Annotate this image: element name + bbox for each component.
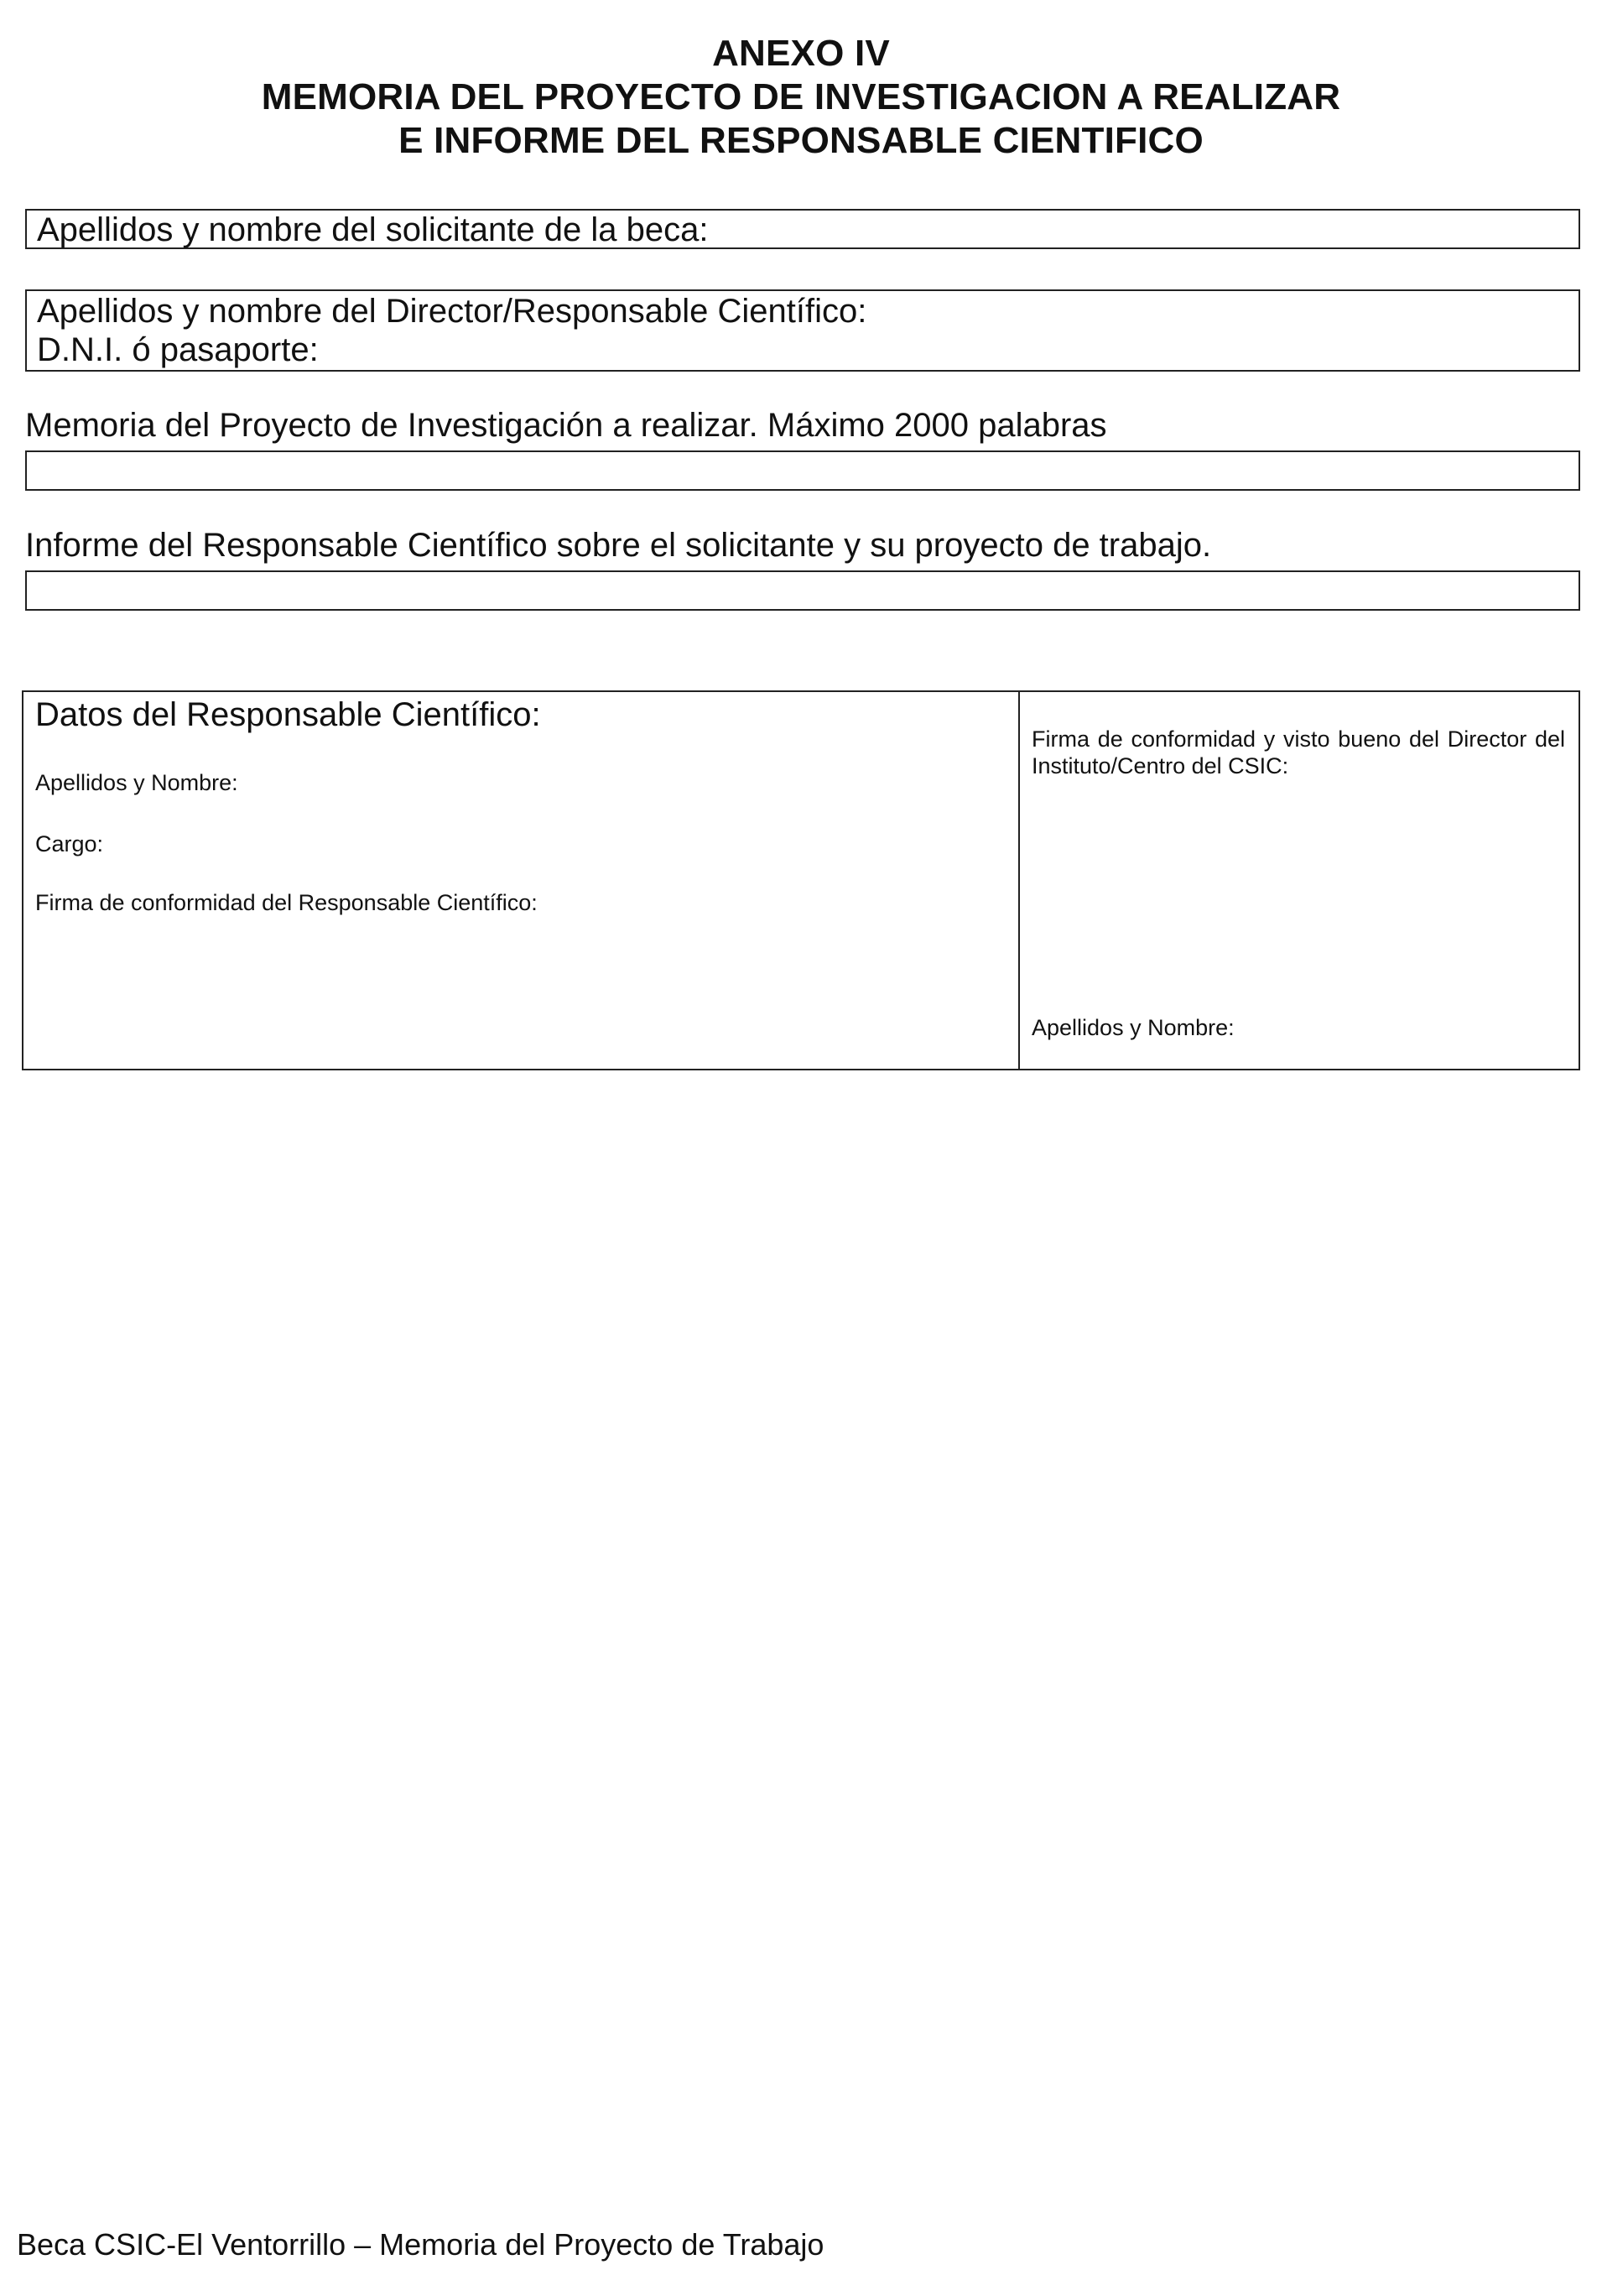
- informe-label: Informe del Responsable Científico sobre el solicitante y su proyecto de trabajo.: [25, 527, 1212, 564]
- responsable-name-label: Apellidos y Nombre:: [35, 770, 238, 795]
- director-name-label: Apellidos y nombre del Director/Responsable Científico:: [37, 293, 867, 330]
- informe-field[interactable]: [25, 570, 1580, 611]
- director-info-field[interactable]: [25, 289, 1580, 372]
- memoria-field[interactable]: [25, 450, 1580, 491]
- title-annex: ANEXO IV: [712, 33, 890, 74]
- director-name-label: Apellidos y Nombre:: [1032, 1015, 1235, 1040]
- title-memoria: MEMORIA DEL PROYECTO DE INVESTIGACION A REALIZAR: [261, 76, 1341, 117]
- title-informe: E INFORME DEL RESPONSABLE CIENTIFICO: [398, 120, 1204, 161]
- director-signature-label: Firma de conformidad y visto bueno del Director del Instituto/Centro del CSIC:: [1032, 726, 1565, 778]
- director-signature-cell[interactable]: [1020, 692, 1579, 1069]
- applicant-name-field[interactable]: [25, 209, 1580, 249]
- responsable-data-heading: Datos del Responsable Científico:: [35, 696, 541, 733]
- memoria-label: Memoria del Proyecto de Investigación a realizar. Máximo 2000 palabras: [25, 407, 1107, 444]
- responsable-cargo-label: Cargo:: [35, 831, 104, 856]
- document-title: [0, 32, 1602, 163]
- applicant-name-label: Apellidos y nombre del solicitante de la beca:: [37, 211, 709, 248]
- responsable-data-table: [22, 690, 1580, 1070]
- dni-label: D.N.I. ó pasaporte:: [37, 331, 319, 368]
- responsable-data-cell[interactable]: [23, 692, 1020, 1069]
- page-footer: Beca CSIC-El Ventorrillo – Memoria del Proyecto de Trabajo: [17, 2227, 824, 2262]
- responsable-signature-label: Firma de conformidad del Responsable Científico:: [35, 890, 538, 915]
